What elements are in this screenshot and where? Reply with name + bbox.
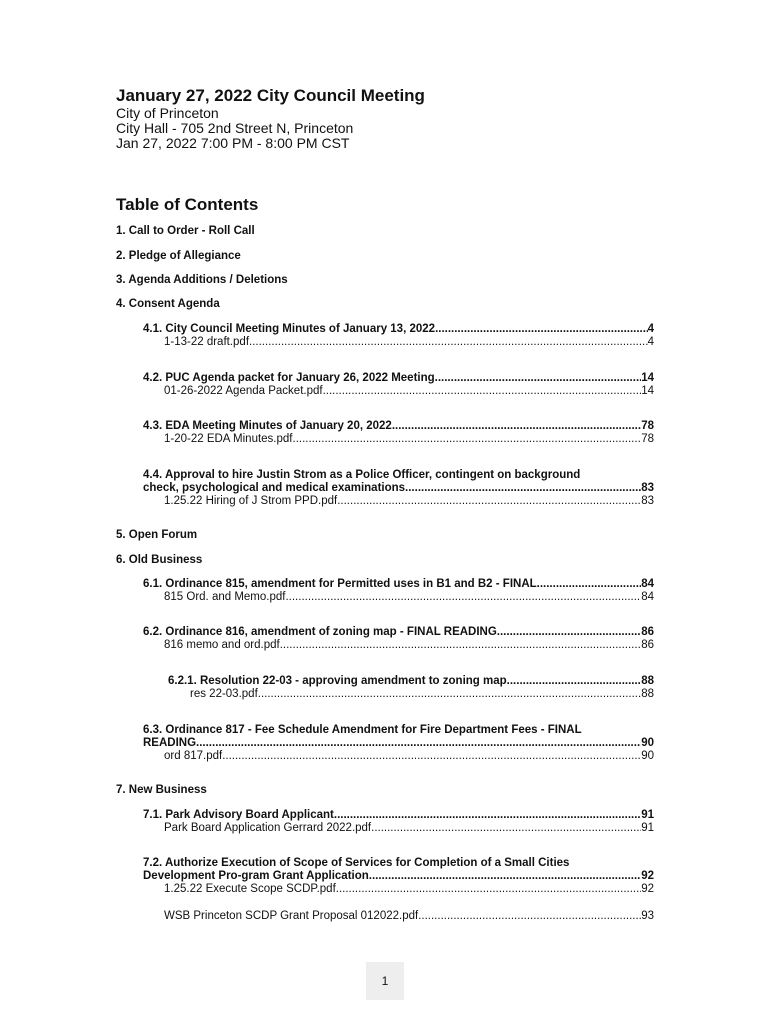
attachment-name: WSB Princeton SCDP Grant Proposal 012022.pdf bbox=[164, 910, 419, 922]
attachment-name: res 22-03.pdf bbox=[190, 688, 258, 700]
attachment-link[interactable] bbox=[143, 750, 654, 763]
attachment-page: 88 bbox=[641, 688, 654, 700]
toc-entry-title: 7.1. Park Advisory Board Applicant bbox=[143, 809, 334, 821]
toc-entry-link[interactable] bbox=[143, 737, 654, 750]
attachment-page: 91 bbox=[641, 822, 654, 834]
dot-leader bbox=[337, 495, 641, 508]
toc-entry-link[interactable] bbox=[143, 578, 654, 591]
toc-heading: Table of Contents bbox=[116, 195, 259, 214]
attachment-name: 1.25.22 Hiring of J Strom PPD.pdf bbox=[164, 495, 338, 507]
toc-entry bbox=[168, 675, 654, 701]
attachment-link[interactable] bbox=[143, 883, 654, 896]
toc-entry-title: 6.2.1. Resolution 22-03 - approving amendment to zoning map bbox=[168, 675, 507, 687]
toc-entry bbox=[143, 372, 654, 398]
dot-leader bbox=[222, 750, 641, 763]
toc-entry bbox=[143, 857, 654, 923]
attachment-page: 84 bbox=[641, 591, 654, 603]
attachment-page: 92 bbox=[641, 883, 654, 895]
toc-entry-title-line[interactable]: 7.2. Authorize Execution of Scope of Services for Completion of a Small Cities bbox=[143, 857, 570, 869]
dot-leader bbox=[435, 372, 642, 385]
attachment-link[interactable] bbox=[143, 639, 654, 652]
attachment-link[interactable] bbox=[143, 495, 654, 508]
meeting-location: City Hall - 705 2nd Street N, Princeton bbox=[116, 120, 354, 136]
attachment-page: 78 bbox=[641, 433, 654, 445]
attachment-page: 14 bbox=[641, 385, 654, 397]
attachment-name: 815 Ord. and Memo.pdf bbox=[164, 591, 286, 603]
dot-leader bbox=[435, 323, 648, 336]
toc-entry-title: 6.2. Ordinance 816, amendment of zoning map - FINAL READING bbox=[143, 626, 497, 638]
dot-leader bbox=[497, 626, 641, 639]
attachment-name: 816 memo and ord.pdf bbox=[164, 639, 280, 651]
dot-leader bbox=[336, 883, 641, 896]
attachment-link[interactable] bbox=[143, 910, 654, 923]
toc-entry-link[interactable] bbox=[143, 626, 654, 639]
toc-entry-page: 83 bbox=[641, 482, 654, 494]
dot-leader bbox=[537, 578, 642, 591]
toc-section[interactable]: 3. Agenda Additions / Deletions bbox=[116, 274, 288, 286]
toc-entry-title: READING bbox=[143, 737, 197, 749]
toc-entry-page: 84 bbox=[641, 578, 654, 590]
toc-entry-title: 4.3. EDA Meeting Minutes of January 20, 2022 bbox=[143, 420, 392, 432]
dot-leader bbox=[369, 870, 641, 883]
dot-leader bbox=[249, 336, 648, 349]
toc-entry-title: 4.1. City Council Meeting Minutes of January 13, 2022 bbox=[143, 323, 436, 335]
meeting-title: January 27, 2022 City Council Meeting bbox=[116, 86, 425, 105]
toc-entry bbox=[143, 626, 654, 652]
attachment-link[interactable] bbox=[143, 336, 654, 349]
dot-leader bbox=[293, 433, 642, 446]
dot-leader bbox=[507, 675, 642, 688]
toc-entry-link[interactable] bbox=[143, 809, 654, 822]
toc-section[interactable]: 5. Open Forum bbox=[116, 529, 198, 541]
dot-leader bbox=[323, 385, 642, 398]
attachment-page: 90 bbox=[641, 750, 654, 762]
attachment-link[interactable] bbox=[143, 591, 654, 604]
toc-entry-page: 90 bbox=[641, 737, 654, 749]
dot-leader bbox=[405, 482, 641, 495]
toc-entry-title: 6.1. Ordinance 815, amendment for Permitted uses in B1 and B2 - FINAL bbox=[143, 578, 537, 590]
attachment-link[interactable] bbox=[168, 688, 654, 701]
toc-entry-page: 91 bbox=[641, 809, 654, 821]
toc-entry-title: 4.2. PUC Agenda packet for January 26, 2022 Meeting bbox=[143, 372, 435, 384]
attachment-page: 83 bbox=[641, 495, 654, 507]
dot-leader bbox=[418, 910, 641, 923]
toc-entry-title: check, psychological and medical examinations bbox=[143, 482, 406, 494]
toc-entry bbox=[143, 809, 654, 835]
toc-entry-link[interactable] bbox=[168, 675, 654, 688]
attachment-name: 1-13-22 draft.pdf bbox=[164, 336, 250, 348]
attachment-link[interactable] bbox=[143, 385, 654, 398]
toc-section[interactable]: 2. Pledge of Allegiance bbox=[116, 250, 241, 262]
dot-leader bbox=[392, 420, 641, 433]
page-number: 1 bbox=[366, 962, 404, 1000]
toc-entry-link[interactable] bbox=[143, 482, 654, 495]
toc-entry-link[interactable] bbox=[143, 420, 654, 433]
dot-leader bbox=[371, 822, 641, 835]
toc-entry-page: 86 bbox=[641, 626, 654, 638]
toc-section[interactable]: 7. New Business bbox=[116, 784, 207, 796]
toc-entry-title-line[interactable]: 6.3. Ordinance 817 - Fee Schedule Amendment for Fire Department Fees - FINAL bbox=[143, 724, 582, 736]
toc-entry-page: 4 bbox=[647, 323, 654, 335]
meeting-datetime: Jan 27, 2022 7:00 PM - 8:00 PM CST bbox=[116, 135, 350, 151]
attachment-page: 4 bbox=[647, 336, 654, 348]
toc-section[interactable]: 4. Consent Agenda bbox=[116, 298, 220, 310]
toc-entry bbox=[143, 724, 654, 763]
toc-section[interactable]: 1. Call to Order - Roll Call bbox=[116, 225, 255, 237]
organization-name: City of Princeton bbox=[116, 105, 219, 121]
toc-entry-title: Development Pro-gram Grant Application bbox=[143, 870, 369, 882]
attachment-page: 93 bbox=[641, 910, 654, 922]
toc-entry-page: 88 bbox=[641, 675, 654, 687]
toc-entry-page: 92 bbox=[641, 870, 654, 882]
dot-leader bbox=[280, 639, 641, 652]
dot-leader bbox=[334, 809, 641, 822]
toc-entry bbox=[143, 578, 654, 604]
attachment-name: 1-20-22 EDA Minutes.pdf bbox=[164, 433, 293, 445]
attachment-link[interactable] bbox=[143, 822, 654, 835]
toc-entry-page: 14 bbox=[641, 372, 654, 384]
toc-entry-link[interactable] bbox=[143, 323, 654, 336]
dot-leader bbox=[196, 737, 641, 750]
toc-entry bbox=[143, 420, 654, 446]
attachment-name: Park Board Application Gerrard 2022.pdf bbox=[164, 822, 372, 834]
attachment-name: 1.25.22 Execute Scope SCDP.pdf bbox=[164, 883, 336, 895]
dot-leader bbox=[285, 591, 641, 604]
attachment-link[interactable] bbox=[143, 433, 654, 446]
toc-entry bbox=[143, 469, 654, 508]
dot-leader bbox=[258, 688, 641, 701]
attachment-name: ord 817.pdf bbox=[164, 750, 223, 762]
attachment-name: 01-26-2022 Agenda Packet.pdf bbox=[164, 385, 323, 397]
toc-section[interactable]: 6. Old Business bbox=[116, 554, 203, 566]
toc-entry bbox=[143, 323, 654, 349]
toc-entry-link[interactable] bbox=[143, 372, 654, 385]
toc-entry-link[interactable] bbox=[143, 870, 654, 883]
attachment-page: 86 bbox=[641, 639, 654, 651]
toc-entry-title-line[interactable]: 4.4. Approval to hire Justin Strom as a Police Officer, contingent on background bbox=[143, 469, 581, 481]
toc-entry-page: 78 bbox=[641, 420, 654, 432]
